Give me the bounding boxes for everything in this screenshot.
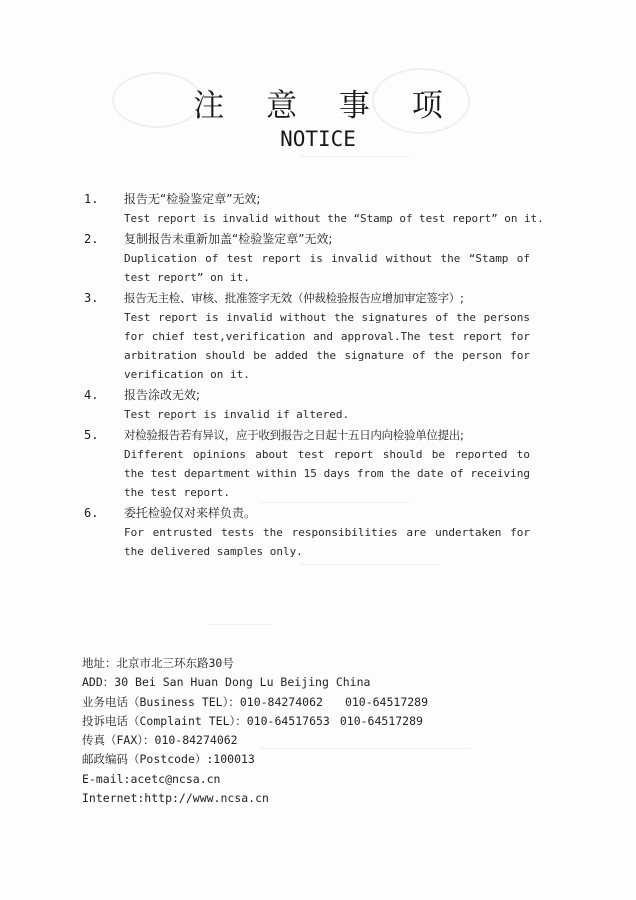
complaint-tel-label: 投诉电话（Complaint TEL）：: [82, 713, 247, 728]
bleed-through-line: [300, 156, 410, 157]
title-chinese: 注 意 事 项: [193, 88, 459, 124]
email: E-mail:acetc@ncsa.cn: [82, 771, 221, 786]
address-en: ADD：30 Bei San Huan Dong Lu Beijing China: [82, 675, 371, 690]
notice-text-en: Different opinions about test report should be reported to the test department within 15 days from the date of receiving the test report.: [124, 448, 530, 499]
business-tel: [82, 693, 562, 712]
notice-number: 2.: [84, 232, 99, 246]
bleed-through-line: [300, 564, 440, 565]
notice-text-en: Test report is invalid if altered.: [124, 408, 350, 421]
notice-text-en: Duplication of test report is invalid without the “Stamp of test report” on it.: [124, 252, 530, 284]
notice-text-cn: 报告无主检、审核、批准签字无效（仲裁检验报告应增加审定签字）;: [124, 291, 464, 305]
notice-item-1: [84, 190, 544, 228]
notice-item-3: [84, 289, 530, 384]
postcode: 邮政编码（Postcode）:100013: [82, 752, 255, 767]
notice-list: [84, 190, 544, 563]
notice-number: 1.: [84, 192, 99, 206]
notice-number: 5.: [84, 428, 99, 442]
complaint-tel: [82, 712, 562, 731]
business-tel-number-1: 010-84274062: [239, 694, 323, 709]
contact-block: [82, 654, 562, 808]
notice-text-cn: 对检验报告若有异议，应于收到报告之日起十五日内向检验单位提出;: [124, 428, 464, 442]
business-tel-label: 业务电话（Business TEL）：: [82, 694, 240, 709]
notice-text-cn: 报告无“检验鉴定章”无效;: [124, 192, 261, 206]
notice-text-en: Test report is invalid without the signatures of the persons for chief test,verification and approval.The test report for arbitration should be added the signature of the person for verification on it.: [124, 311, 530, 381]
notice-text-cn: 复制报告未重新加盖“检验鉴定章”无效;: [124, 232, 333, 246]
notice-item-2: [84, 230, 530, 287]
notice-text-en: Test report is invalid without the “Stamp of test report” on it.: [124, 212, 544, 225]
business-tel-number-2: 010-64517289: [344, 694, 429, 709]
fax: 传真（FAX）：010-84274062: [82, 733, 238, 748]
bleed-through-line: [210, 624, 270, 625]
notice-number: 6.: [84, 506, 99, 520]
title-english: NOTICE: [280, 127, 356, 151]
notice-text-cn: 报告涂改无效;: [124, 388, 201, 402]
notice-item-4: [84, 386, 530, 424]
notice-number: 4.: [84, 388, 99, 402]
complaint-tel-number-1: 010-64517653: [246, 713, 330, 728]
notice-text-en: For entrusted tests the responsibilities are undertaken for the delivered samples only.: [124, 526, 530, 558]
address-cn: 地址：北京市北三环东路30号: [82, 656, 234, 670]
complaint-tel-number-2: 010-64517289: [339, 713, 423, 728]
internet: Internet:http://www.ncsa.cn: [82, 791, 269, 806]
notice-item-5: [84, 426, 530, 502]
notice-item-6: [84, 504, 530, 561]
notice-text-cn: 委托检验仅对来样负责。: [124, 506, 257, 520]
notice-number: 3.: [84, 291, 99, 305]
